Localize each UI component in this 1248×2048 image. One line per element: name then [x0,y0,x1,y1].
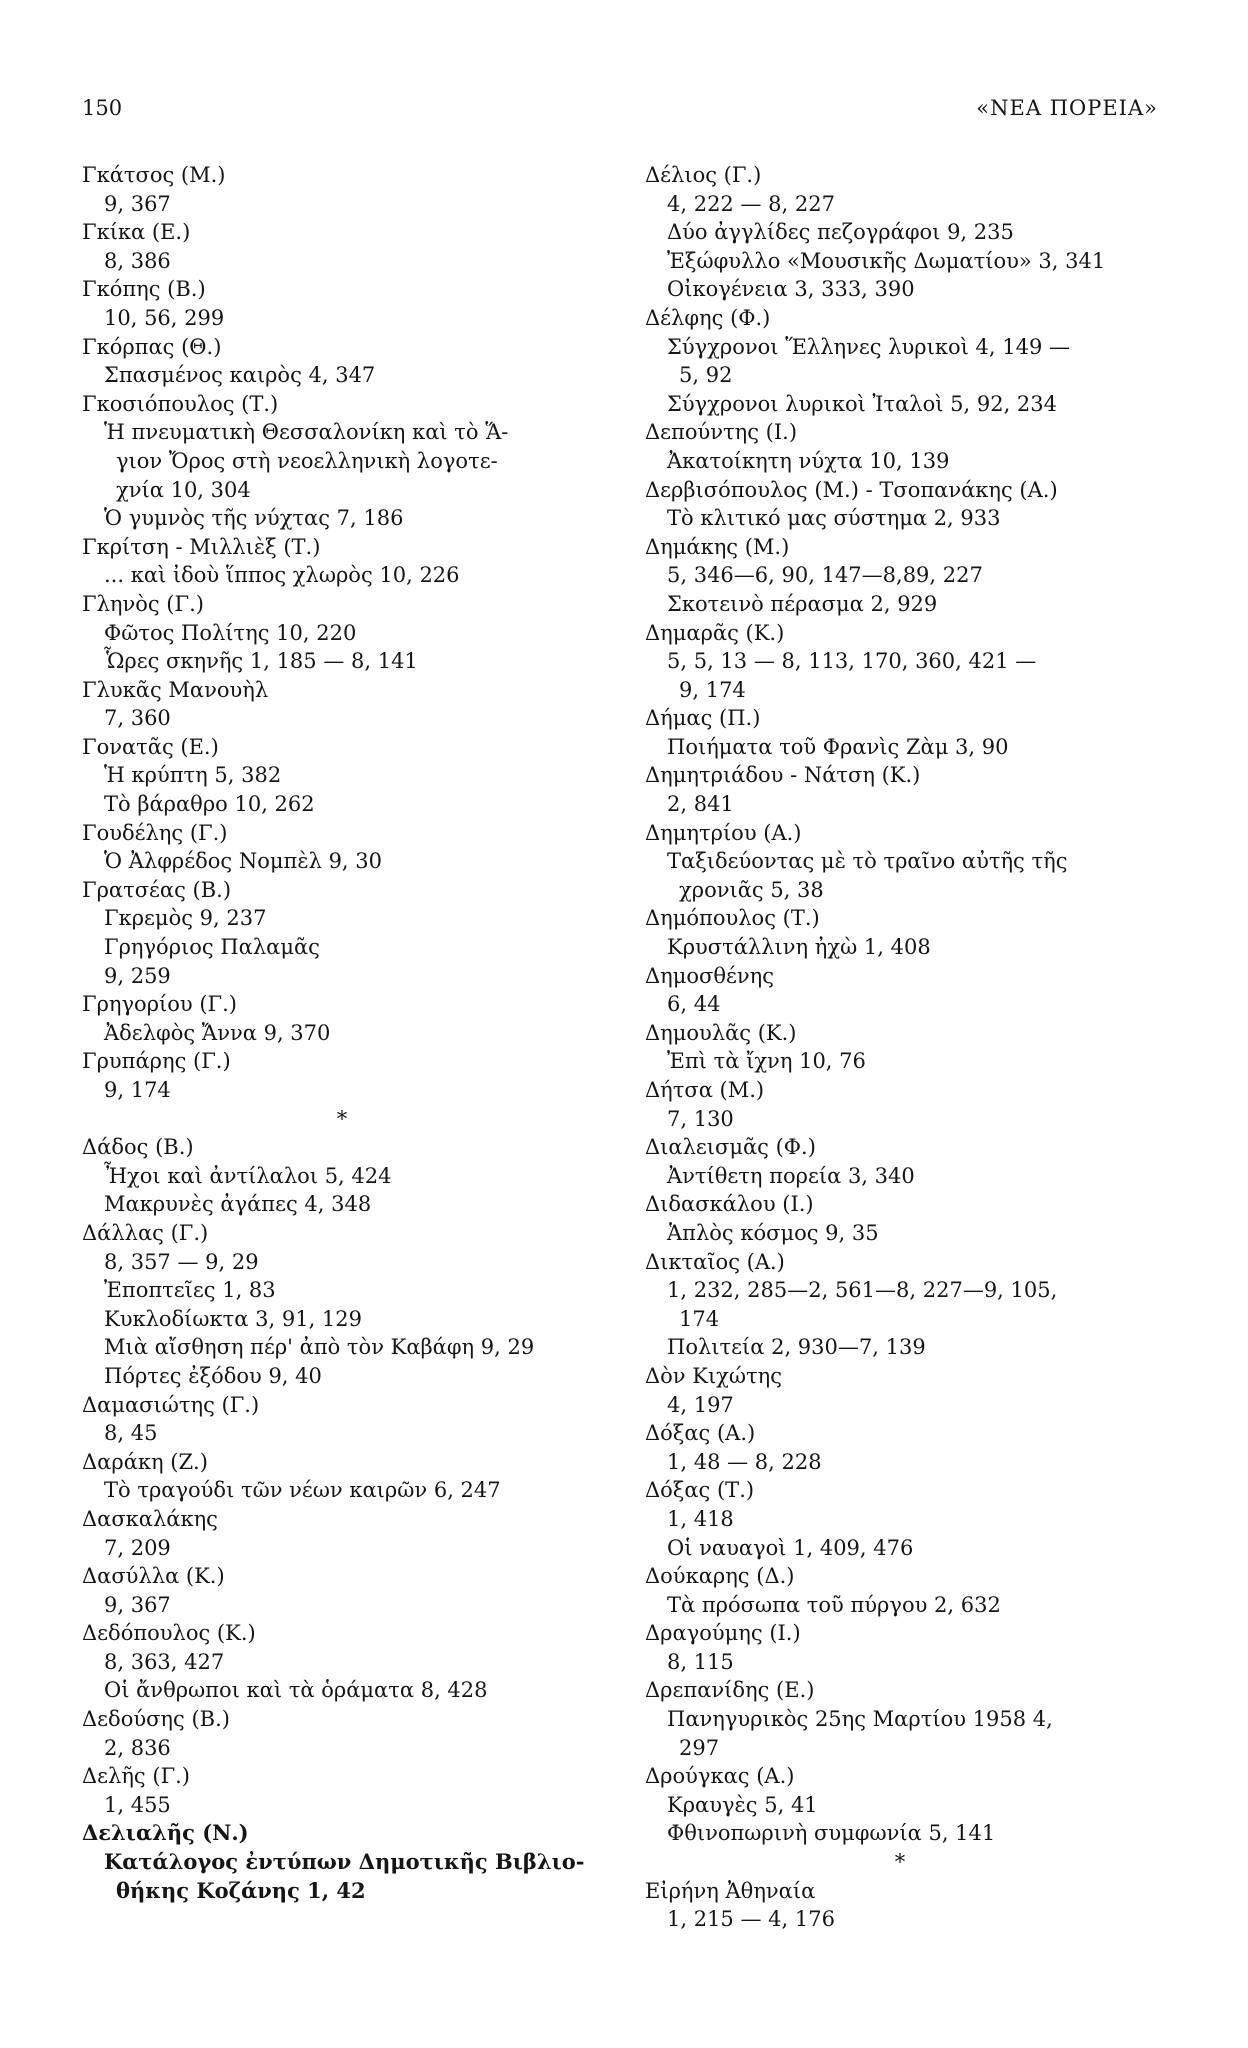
index-author: Δημητρίου (Α.) [645,820,802,845]
index-entry: Φθινοπωρινὴ συμφωνία 5, 141 [667,1821,996,1846]
index-entry: 174 [679,1306,720,1331]
section-separator: * [894,1850,906,1875]
index-entry: 9, 174 [679,677,746,702]
index-entry: Φῶτος Πολίτης 10, 220 [104,620,357,645]
index-author: Δεδόπουλος (Κ.) [82,1621,256,1646]
index-entry: 1, 232, 285—2, 561—8, 227—9, 105, [667,1278,1058,1303]
index-author: Γρατσέας (Β.) [82,877,232,902]
index-entry: 1, 48 — 8, 228 [667,1449,822,1474]
index-entry: Οἰκογένεια 3, 333, 390 [667,277,915,302]
index-entry: Ταξιδεύοντας μὲ τὸ τραῖνο αὐτῆς τῆς [667,849,1068,874]
index-author: Δήτσα (Μ.) [645,1078,765,1102]
index-author: Γκρίτση - Μιλλιὲξ (Τ.) [82,534,321,559]
index-author: Δαράκη (Ζ.) [82,1449,208,1474]
index-author: Διδασκάλου (Ι.) [645,1192,814,1217]
index-entry: 8, 357 — 9, 29 [104,1249,259,1274]
index-entry: Ἐξώφυλλο «Μουσικῆς Δωματίου» 3, 341 [667,248,1106,273]
index-author: Γκοσιόπουλος (Τ.) [82,391,279,416]
index-author: Δραγούμης (Ι.) [645,1621,801,1646]
running-title: «ΝΕΑ ΠΟΡΕΙΑ» [976,96,1158,120]
index-entry: Σκοτεινὸ πέρασμα 2, 929 [667,591,938,616]
index-entry: 7, 360 [104,706,171,731]
index-entry: 5, 5, 13 — 8, 113, 170, 360, 421 — [667,649,1037,674]
index-author: Δεπούντης (Ι.) [645,420,798,445]
index-entry: Κατάλογος ἐντύπων Δημοτικῆς Βιβλιο- [104,1849,585,1875]
index-entry: Πόρτες ἐξόδου 9, 40 [104,1363,322,1388]
index-author: Δικταῖος (Α.) [645,1249,785,1274]
index-author: Δασκαλάκης [82,1506,218,1531]
index-entry: χνία 10, 304 [116,477,251,502]
index-author: Εἰρήνη Ἀθηναία [645,1878,816,1903]
index-entry: Ἡ πνευματικὴ Θεσσαλονίκη καὶ τὸ Ἅ- [104,420,509,445]
index-entry: 7, 130 [667,1106,734,1131]
index-entry: Μιὰ αἴσθηση πέρ' ἀπὸ τὸν Καβάφη 9, 29 [104,1335,535,1360]
index-entry: 9, 174 [104,1078,171,1102]
index-entry: 8, 363, 427 [104,1649,225,1674]
index-author: Δασύλλα (Κ.) [82,1564,225,1589]
index-author: Δελῆς (Γ.) [82,1764,191,1789]
index-author: Γουδέλης (Γ.) [82,820,228,845]
index-entry: 5, 346—6, 90, 147—8,89, 227 [667,563,983,588]
index-author: Δημόπουλος (Τ.) [645,906,820,931]
index-entry: Κρυστάλλινη ἠχὼ 1, 408 [667,935,931,960]
index-author: Δημοσθένης [645,963,775,988]
index-author: Γονατᾶς (Ε.) [82,734,219,759]
index-author: Γκόρπας (Θ.) [82,334,222,359]
index-author: Γρηγορίου (Γ.) [82,992,237,1017]
index-entry: Κραυγὲς 5, 41 [667,1792,818,1817]
index-entry: Σπασμένος καιρὸς 4, 347 [104,363,376,388]
page-number: 150 [82,96,123,120]
index-author: Δημαρᾶς (Κ.) [645,620,785,645]
index-entry: Κυκλοδίωκτα 3, 91, 129 [104,1306,362,1331]
section-separator: * [336,1106,348,1131]
index-author: Δάλλας (Γ.) [82,1220,209,1245]
index-entry: 8, 115 [667,1649,734,1674]
index-author: Γρυπάρης (Γ.) [82,1049,231,1074]
index-entry: Ὁ γυμνὸς τῆς νύχτας 7, 186 [104,506,404,531]
index-entry: Τὸ κλιτικό μας σύστημα 2, 933 [667,506,1001,531]
index-author: Γκίκα (Ε.) [82,220,191,245]
page-header [82,96,1158,136]
index-author: Δάδος (Β.) [82,1135,194,1160]
index-entry: 9, 259 [104,963,171,988]
index-entry: 7, 209 [104,1535,171,1560]
index-author: Δόξας (Α.) [645,1421,756,1446]
index-entry: 297 [679,1735,720,1760]
index-author: Δέλιος (Γ.) [645,163,762,187]
index-entry: 9, 367 [104,191,171,216]
index-entry: 1, 215 — 4, 176 [667,1907,835,1932]
index-author: Δεδούσης (Β.) [82,1707,230,1732]
index-author: Δημάκης (Μ.) [645,534,790,559]
index-entry: 8, 386 [104,248,171,273]
index-author: Γκάτσος (Μ.) [82,163,226,187]
index-entry: χρονιᾶς 5, 38 [679,877,824,902]
index-entry: Σύγχρονοι Ἕλληνες λυρικοὶ 4, 149 — [667,334,1071,359]
index-entry: γιον Ὄρος στὴ νεοελληνικὴ λογοτε- [116,448,498,473]
index-author: Γλυκᾶς Μανουὴλ [82,677,269,702]
index-entry: 1, 455 [104,1792,171,1817]
index-author: Δημητριάδου - Νάτση (Κ.) [645,763,921,788]
index-entry: Ἡ κρύπτη 5, 382 [104,763,282,788]
index-entry: 10, 56, 299 [104,305,225,330]
index-author: Δὸν Κιχώτης [645,1363,782,1388]
index-entry: Οἱ ἄνθρωποι καὶ τὰ ὁράματα 8, 428 [104,1678,488,1703]
index-entry: Οἱ ναυαγοὶ 1, 409, 476 [667,1535,914,1560]
index-entry: Σύγχρονοι λυρικοὶ Ἰταλοὶ 5, 92, 234 [667,391,1057,416]
index-entry: 1, 418 [667,1506,734,1531]
index-entry: Ἀκατοίκητη νύχτα 10, 139 [667,448,950,473]
right-index-column [645,161,1155,1934]
index-entry: Δύο ἀγγλίδες πεζογράφοι 9, 235 [667,220,1014,245]
index-entry: 6, 44 [667,992,721,1017]
index-entry: 2, 836 [104,1735,171,1760]
index-entry: Ἀδελφὸς Ἄννα 9, 370 [104,1020,331,1045]
index-entry: Μακρυνὲς ἀγάπες 4, 348 [104,1192,372,1217]
left-index-column [82,161,602,1905]
index-entry: Τὰ πρόσωπα τοῦ πύργου 2, 632 [667,1592,1001,1617]
index-entry: 2, 841 [667,792,734,817]
index-author: Δρεπανίδης (Ε.) [645,1678,815,1703]
index-author: Δελιαλῆς (Ν.) [82,1820,249,1846]
index-entry: ... καὶ ἰδοὺ ἵππος χλωρὸς 10, 226 [104,563,460,588]
index-entry: Ὧρες σκηνῆς 1, 185 — 8, 141 [104,649,418,674]
index-entry: Ἐπὶ τὰ ἴχνη 10, 76 [667,1049,866,1074]
index-entry: 4, 197 [667,1392,734,1417]
index-entry: Γκρεμὸς 9, 237 [104,906,267,931]
index-author: Δέλφης (Φ.) [645,305,771,330]
index-author: Δόξας (Τ.) [645,1478,755,1503]
index-entry: 4, 222 — 8, 227 [667,191,835,216]
index-entry: 8, 45 [104,1421,158,1446]
index-entry: Ἁπλὸς κόσμος 9, 35 [667,1220,879,1245]
index-author: Διαλεισμᾶς (Φ.) [645,1135,816,1160]
index-entry: Πολιτεία 2, 930—7, 139 [667,1335,926,1360]
index-author: Δρούγκας (Α.) [645,1764,795,1789]
index-entry: Γρηγόριος Παλαμᾶς [104,935,320,960]
index-entry: θήκης Κοζάνης 1, 42 [116,1877,366,1903]
index-entry: Ἐποπτεῖες 1, 83 [104,1278,276,1303]
index-entry: Τὸ βάραθρο 10, 262 [104,792,315,817]
index-entry: Ποιήματα τοῦ Φρανὶς Ζὰμ 3, 90 [667,734,1009,759]
index-author: Δήμας (Π.) [645,706,761,731]
index-entry: Τὸ τραγούδι τῶν νέων καιρῶν 6, 247 [104,1478,501,1503]
index-entry: Ἀντίθετη πορεία 3, 340 [667,1163,915,1188]
index-author: Γληνὸς (Γ.) [82,591,204,616]
index-entry: Πανηγυρικὸς 25ης Μαρτίου 1958 4, [667,1707,1053,1732]
index-entry: 5, 92 [679,363,733,388]
index-author: Γκόπης (Β.) [82,277,206,302]
index-author: Δερβισόπουλος (Μ.) - Τσοπανάκης (Α.) [645,477,1058,502]
index-author: Δημουλᾶς (Κ.) [645,1020,797,1045]
index-author: Δαμασιώτης (Γ.) [82,1392,260,1417]
index-entry: 9, 367 [104,1592,171,1617]
index-entry: Ὁ Ἀλφρέδος Νομπὲλ 9, 30 [104,849,383,874]
index-entry: Ἦχοι καὶ ἀντίλαλοι 5, 424 [104,1163,392,1188]
index-author: Δούκαρης (Δ.) [645,1564,795,1589]
